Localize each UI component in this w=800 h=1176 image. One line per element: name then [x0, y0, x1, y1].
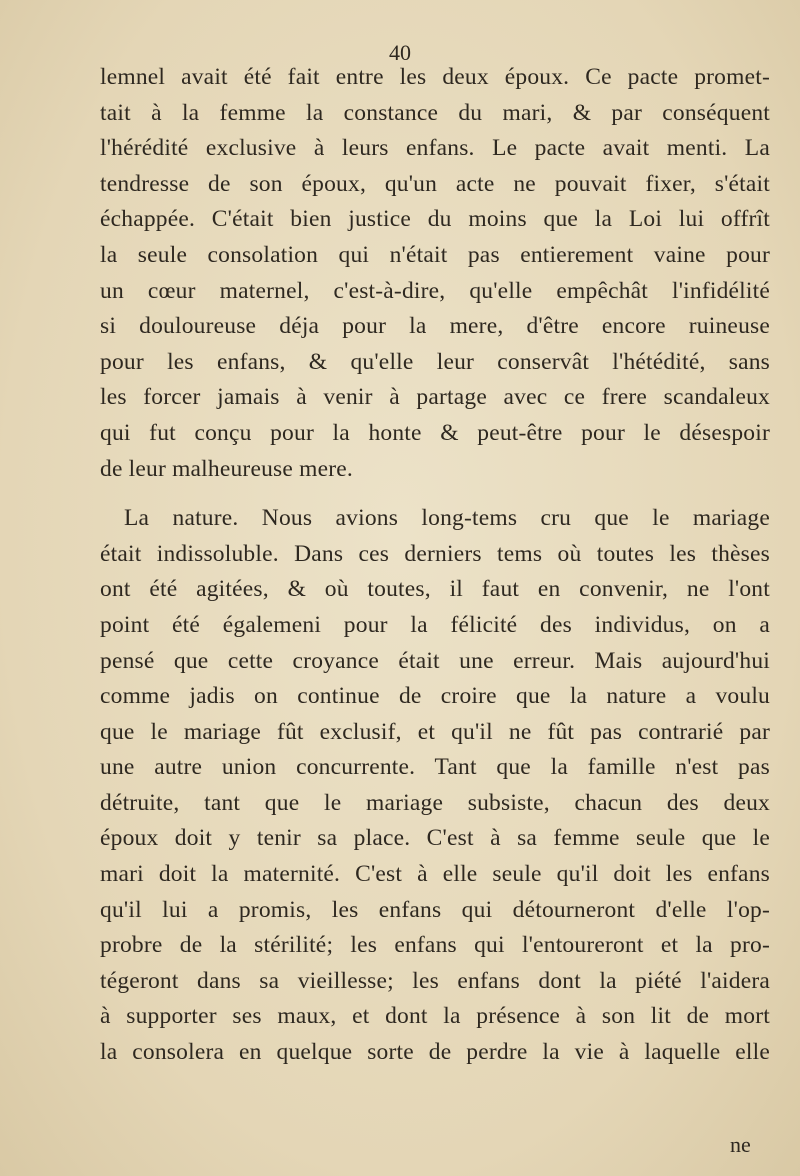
- text-line: la consolera en quelque sorte de perdre la vie à laquelle elle: [100, 1039, 770, 1066]
- text-line: tait à la femme la constance du mari, & par conséquent: [100, 99, 770, 126]
- text-line: lemnel avait été fait entre les deux époux. Ce pacte promet-: [100, 64, 770, 90]
- text-line: tégeront dans sa vieillesse; les enfans dont la piété l'aidera: [100, 967, 770, 994]
- text-line: que le mariage fût exclusif, et qu'il ne fût pas contrarié par: [100, 718, 770, 745]
- text-line: ont été agitées, & où toutes, il faut en convenir, ne l'ont: [100, 576, 770, 603]
- page-number: 40: [389, 40, 411, 65]
- text-line: de leur malheureuse mere.: [100, 455, 353, 482]
- text-line: était indissoluble. Dans ces derniers tems où toutes les thèses: [100, 540, 770, 567]
- text-line: mari doit la maternité. C'est à elle seule qu'il doit les enfans: [100, 861, 770, 888]
- catchword: ne: [730, 1132, 751, 1157]
- text-line: détruite, tant que le mariage subsiste, chacun des deux: [100, 789, 770, 816]
- text-line: qu'il lui a promis, les enfans qui détourneront d'elle l'op-: [100, 896, 770, 923]
- text-line: un cœur maternel, c'est-à-dire, qu'elle empêchât l'infidélité: [100, 277, 770, 304]
- text-line: si douloureuse déja pour la mere, d'être encore ruineuse: [100, 313, 770, 340]
- paragraph-gap: [100, 487, 770, 501]
- text-line: qui fut conçu pour la honte & peut-être pour le désespoir: [100, 419, 770, 446]
- text-line: probre de la stérilité; les enfans qui l'entoureront et la pro-: [100, 932, 770, 959]
- text-line: époux doit y tenir sa place. C'est à sa femme seule que le: [100, 825, 770, 852]
- text-line: l'hérédité exclusive à leurs enfans. Le pacte avait menti. La: [100, 135, 770, 162]
- text-line: la seule consolation qui n'était pas entierement vaine pour: [100, 241, 770, 268]
- text-line: à supporter ses maux, et dont la présence à son lit de mort: [100, 1003, 770, 1030]
- text-line: tendresse de son époux, qu'un acte ne pouvait fixer, s'était: [100, 170, 770, 197]
- body-text: [100, 60, 770, 1071]
- text-line: comme jadis on continue de croire que la nature a voulu: [100, 683, 770, 710]
- text-line: La nature. Nous avions long-tems cru que le mariage: [124, 505, 770, 532]
- text-line: les forcer jamais à venir à partage avec ce frere scandaleux: [100, 384, 770, 411]
- text-line: point été égalemeni pour la félicité des individus, on a: [100, 611, 770, 638]
- text-line: pour les enfans, & qu'elle leur conservât l'hétédité, sans: [100, 348, 770, 375]
- text-line: une autre union concurrente. Tant que la famille n'est pas: [100, 754, 770, 781]
- text-line: pensé que cette croyance était une erreur. Mais aujourd'hui: [100, 647, 770, 674]
- text-line: échappée. C'était bien justice du moins que la Loi lui offrît: [100, 206, 770, 233]
